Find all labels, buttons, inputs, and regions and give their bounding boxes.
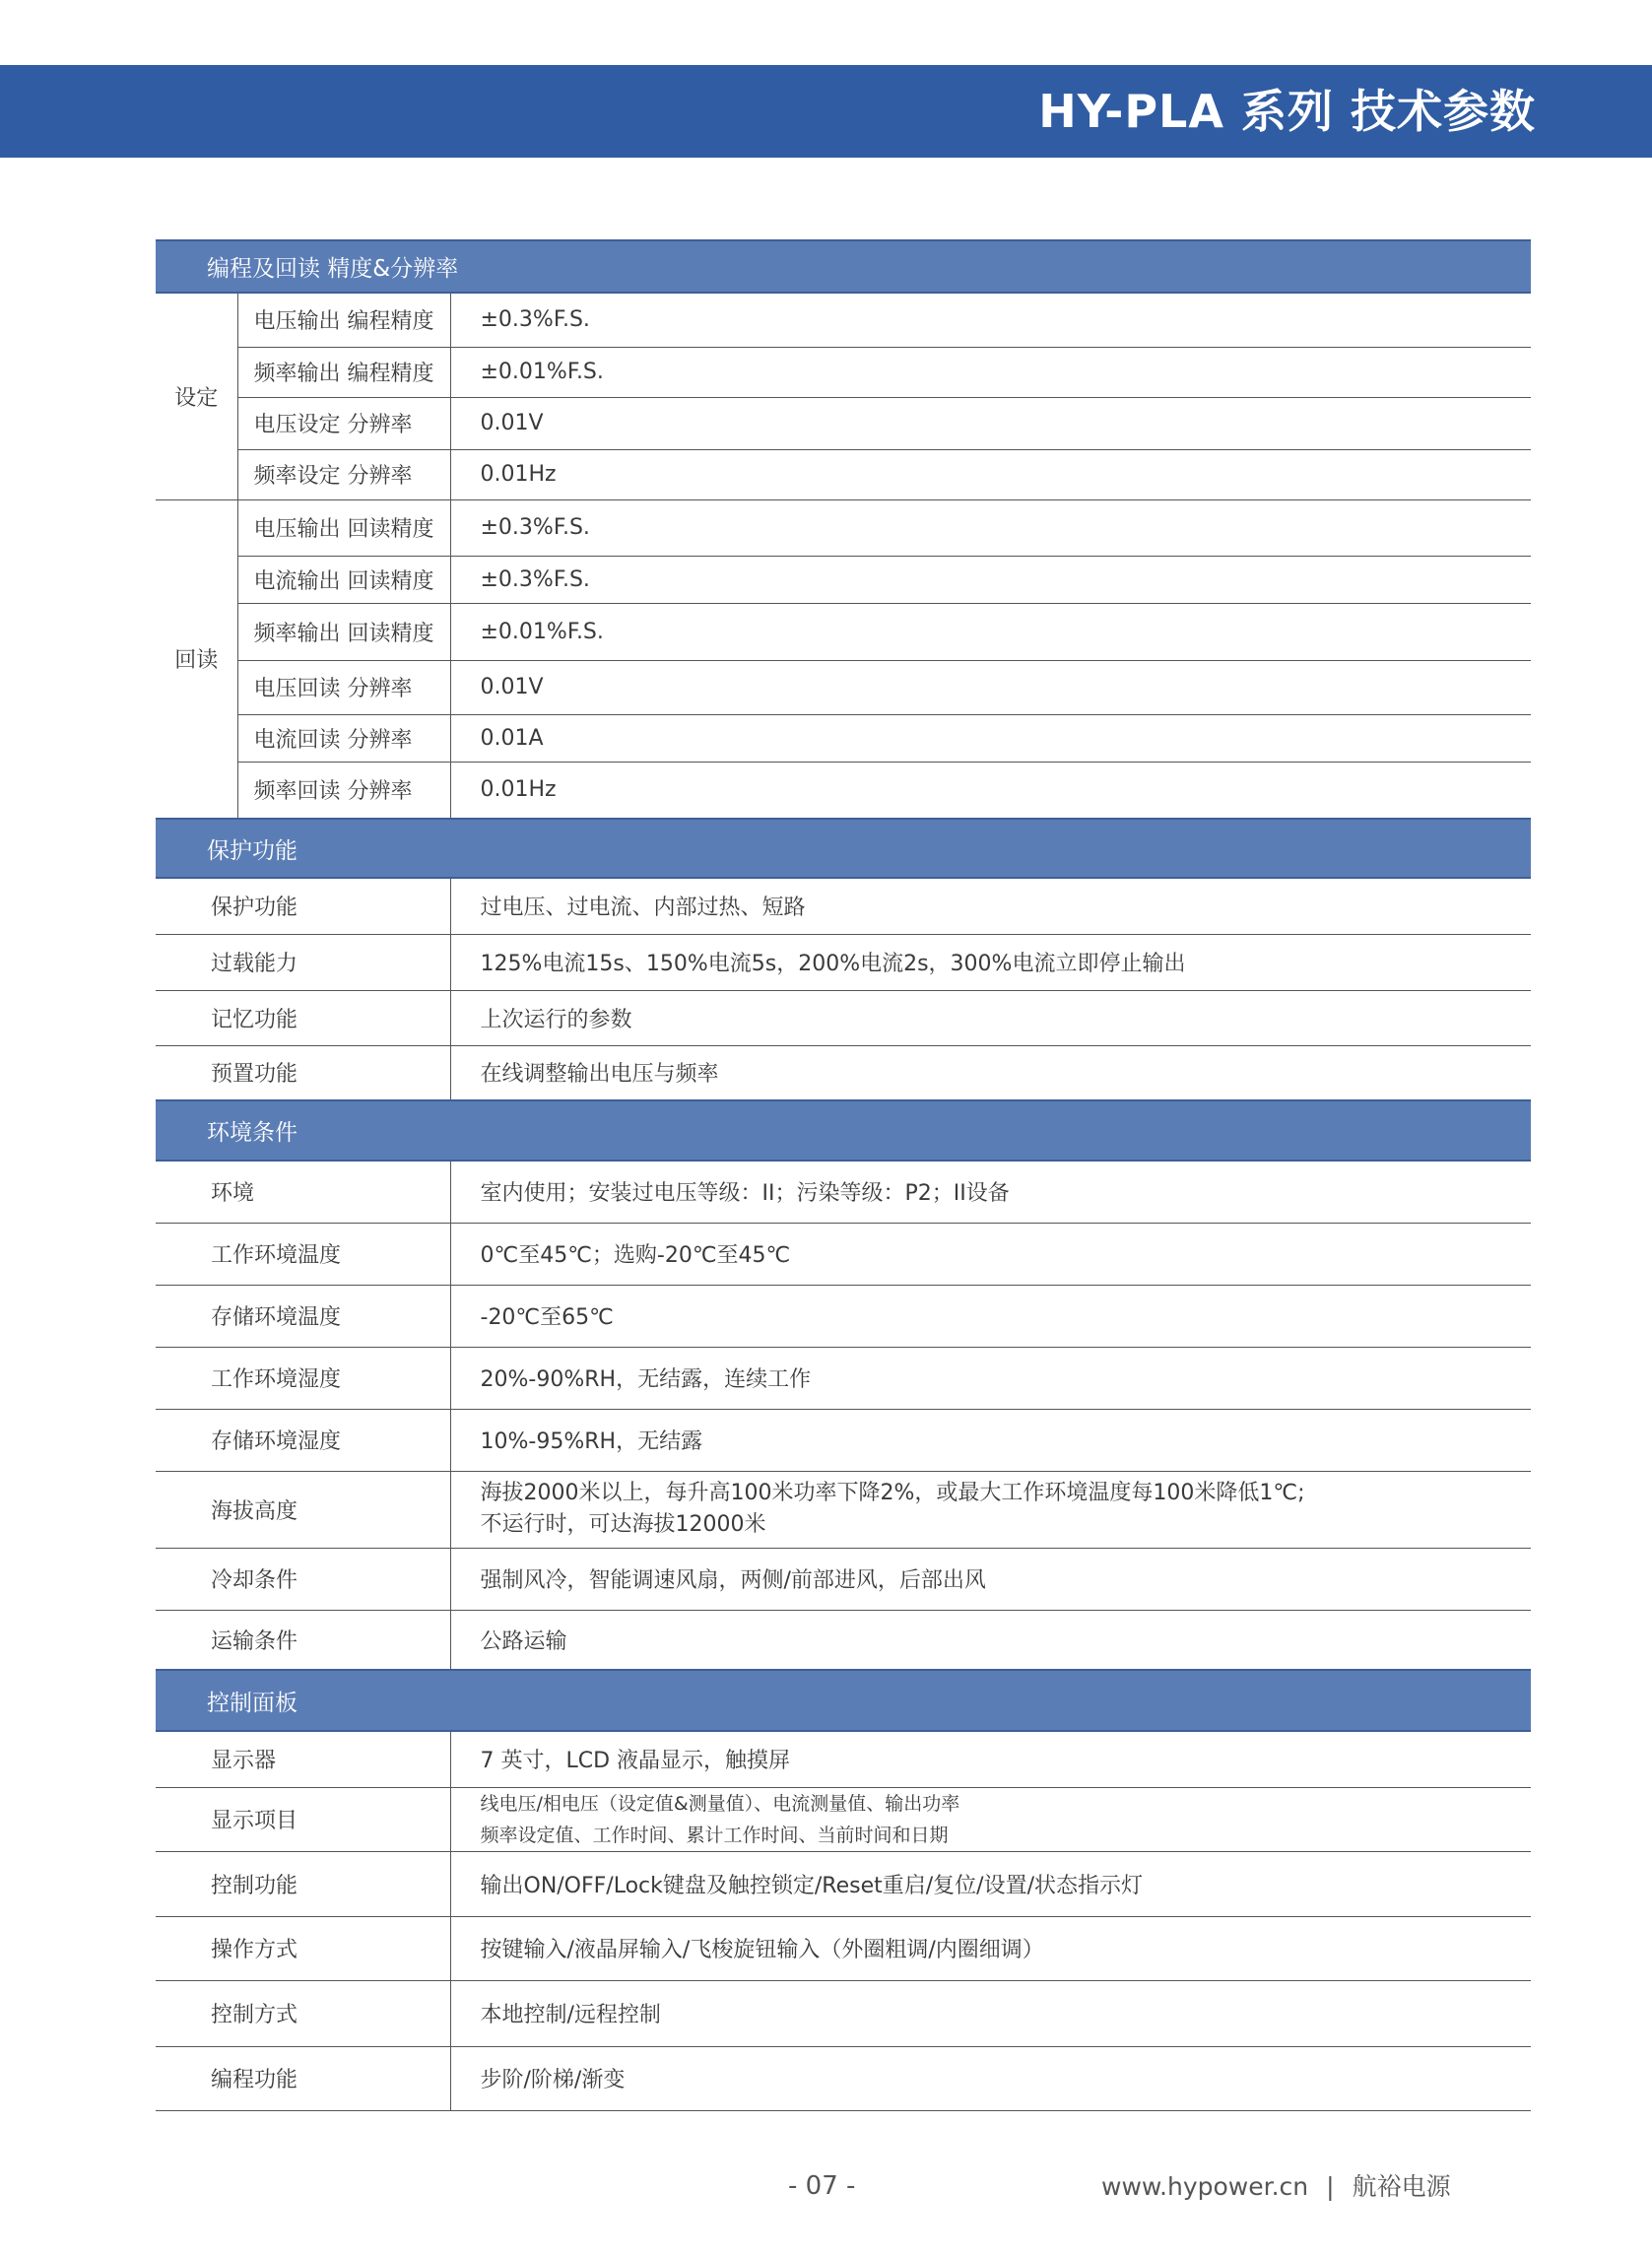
- row-label: 显示器: [156, 1731, 450, 1787]
- row-label: 工作环境湿度: [156, 1347, 450, 1409]
- group-label: 回读: [156, 499, 237, 819]
- table-row: [156, 1409, 1531, 1471]
- row-label: 电压设定 分辨率: [237, 397, 450, 449]
- page-title: HY-PLA 系列 技术参数: [1038, 85, 1536, 138]
- row-label: 海拔高度: [156, 1471, 450, 1548]
- row-label: 保护功能: [156, 878, 450, 934]
- section-title: 编程及回读 精度&分辨率: [156, 240, 1531, 293]
- row-label: 电压输出 回读精度: [237, 499, 450, 556]
- spec-table: [156, 239, 1531, 2111]
- table-row: [156, 660, 1531, 714]
- table-row: [156, 990, 1531, 1045]
- row-label: 工作环境温度: [156, 1223, 450, 1285]
- row-label: 记忆功能: [156, 990, 450, 1045]
- website-link[interactable]: www.hypower.cn: [1101, 2172, 1309, 2201]
- table-row: [156, 1916, 1531, 1980]
- row-value: 室内使用；安装过电压等级：II；污染等级：P2；II设备: [450, 1161, 1531, 1223]
- table-row: [156, 1787, 1531, 1851]
- table-row: [156, 1610, 1531, 1670]
- row-value: -20℃至65℃: [450, 1285, 1531, 1347]
- row-label: 频率输出 回读精度: [237, 603, 450, 660]
- row-value: [450, 1787, 1531, 1851]
- row-label: 预置功能: [156, 1045, 450, 1100]
- table-row: [156, 499, 1531, 556]
- row-value: 0.01Hz: [450, 449, 1531, 499]
- row-label: 控制方式: [156, 1980, 450, 2046]
- section-title: 保护功能: [156, 819, 1531, 878]
- row-value: 强制风冷，智能调速风扇，两侧/前部进风，后部出风: [450, 1548, 1531, 1610]
- row-value: 在线调整输出电压与频率: [450, 1045, 1531, 1100]
- row-label: 控制功能: [156, 1851, 450, 1916]
- row-label: 存储环境湿度: [156, 1409, 450, 1471]
- row-label: 环境: [156, 1161, 450, 1223]
- row-label: 频率回读 分辨率: [237, 762, 450, 819]
- table-row: [156, 2046, 1531, 2110]
- brand-name: 航裕电源: [1352, 2172, 1451, 2201]
- table-row: [156, 1045, 1531, 1100]
- table-row: [156, 1285, 1531, 1347]
- row-value: 0℃至45℃；选购-20℃至45℃: [450, 1223, 1531, 1285]
- table-row: [156, 397, 1531, 449]
- row-label: 编程功能: [156, 2046, 450, 2110]
- row-value-line: 频率设定值、工作时间、累计工作时间、当前时间和日期: [480, 1824, 949, 1846]
- table-row: [156, 1223, 1531, 1285]
- row-value: 0.01V: [450, 397, 1531, 449]
- row-label: 电流回读 分辨率: [237, 714, 450, 762]
- row-value: ±0.01%F.S.: [450, 603, 1531, 660]
- table-row: [156, 1980, 1531, 2046]
- row-value-line: 海拔2000米以上，每升高100米功率下降2%，或最大工作环境温度每100米降低1℃;: [480, 1481, 1305, 1505]
- row-label: 过载能力: [156, 934, 450, 990]
- table-row: [156, 449, 1531, 499]
- section-title: 环境条件: [156, 1100, 1531, 1161]
- table-row: [156, 878, 1531, 934]
- table-row: [156, 1347, 1531, 1409]
- row-value: 按键输入/液晶屏输入/飞梭旋钮输入（外圈粗调/内圈细调）: [450, 1916, 1531, 1980]
- row-value: 0.01Hz: [450, 762, 1531, 819]
- table-row: [156, 603, 1531, 660]
- row-label: 频率输出 编程精度: [237, 347, 450, 397]
- row-value: 上次运行的参数: [450, 990, 1531, 1045]
- page-number: - 07 -: [788, 2171, 856, 2201]
- table-row: [156, 1731, 1531, 1787]
- section-header-row: [156, 1670, 1531, 1731]
- group-label: 设定: [156, 293, 237, 499]
- table-row: [156, 762, 1531, 819]
- table-row: [156, 714, 1531, 762]
- row-value: 过电压、过电流、内部过热、短路: [450, 878, 1531, 934]
- table-row: [156, 293, 1531, 347]
- table-row: [156, 1161, 1531, 1223]
- row-value: ±0.01%F.S.: [450, 347, 1531, 397]
- table-row: [156, 934, 1531, 990]
- row-label: 操作方式: [156, 1916, 450, 1980]
- header-band: [0, 65, 1652, 158]
- section-header-row: [156, 1100, 1531, 1161]
- table-row: [156, 556, 1531, 603]
- row-value: ±0.3%F.S.: [450, 293, 1531, 347]
- row-label: 电压回读 分辨率: [237, 660, 450, 714]
- row-value: 10%-95%RH，无结露: [450, 1409, 1531, 1471]
- row-value: [450, 1471, 1531, 1548]
- table-row: [156, 1851, 1531, 1916]
- row-value: 7 英寸，LCD 液晶显示，触摸屏: [450, 1731, 1531, 1787]
- row-label: 存储环境温度: [156, 1285, 450, 1347]
- row-value-line: 不运行时，可达海拔12000米: [480, 1512, 766, 1537]
- row-label: 电压输出 编程精度: [237, 293, 450, 347]
- section-header-row: [156, 819, 1531, 878]
- row-value: 20%-90%RH，无结露，连续工作: [450, 1347, 1531, 1409]
- row-label: 频率设定 分辨率: [237, 449, 450, 499]
- section-title: 控制面板: [156, 1670, 1531, 1731]
- row-label: 冷却条件: [156, 1548, 450, 1610]
- row-value: 125%电流15s、150%电流5s，200%电流2s，300%电流立即停止输出: [450, 934, 1531, 990]
- table-row: [156, 347, 1531, 397]
- row-value: ±0.3%F.S.: [450, 556, 1531, 603]
- table-row: [156, 1471, 1531, 1548]
- row-value: ±0.3%F.S.: [450, 499, 1531, 556]
- footer-info: [1101, 2167, 1451, 2203]
- section-header-row: [156, 240, 1531, 293]
- footer-separator: |: [1326, 2172, 1335, 2201]
- row-value: 输出ON/OFF/Lock键盘及触控锁定/Reset重启/复位/设置/状态指示灯: [450, 1851, 1531, 1916]
- row-label: 电流输出 回读精度: [237, 556, 450, 603]
- row-value: 0.01V: [450, 660, 1531, 714]
- row-value: 本地控制/远程控制: [450, 1980, 1531, 2046]
- table-row: [156, 1548, 1531, 1610]
- row-value: 步阶/阶梯/渐变: [450, 2046, 1531, 2110]
- row-label: 运输条件: [156, 1610, 450, 1670]
- row-value: 公路运输: [450, 1610, 1531, 1670]
- row-label: 显示项目: [156, 1787, 450, 1851]
- row-value-line: 线电压/相电压（设定值&测量值）、电流测量值、输出功率: [480, 1792, 960, 1815]
- row-value: 0.01A: [450, 714, 1531, 762]
